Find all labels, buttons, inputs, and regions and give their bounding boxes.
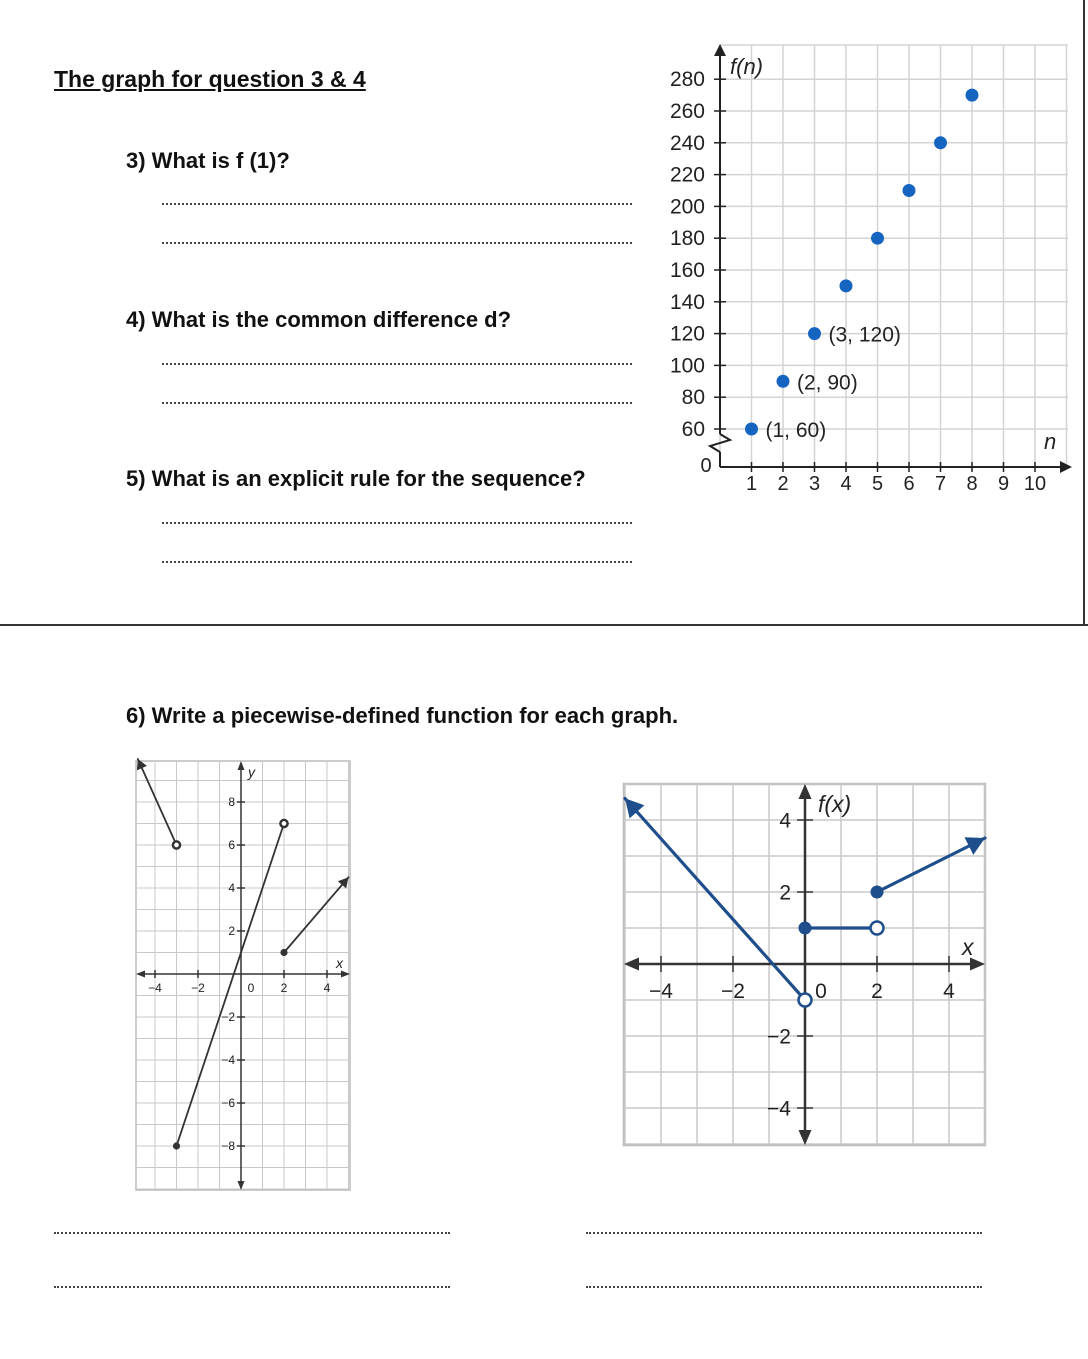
point-label: (2, 90) — [797, 371, 858, 395]
x-tick-label: 0 — [247, 981, 255, 995]
closed-endpoint — [871, 886, 884, 899]
x-tick-label: −4 — [148, 981, 162, 995]
question-5: 5) What is an explicit rule for the sequence? — [126, 466, 586, 491]
graph-heading: The graph for question 3 & 4 — [54, 66, 366, 92]
x-tick-label: −2 — [191, 981, 205, 995]
y-tick-label: 60 — [681, 418, 705, 441]
y-tick-label: −4 — [221, 1053, 235, 1068]
question-6: 6) Write a piecewise-defined function for each graph. — [126, 703, 679, 728]
y-axis-label: y — [248, 764, 255, 780]
closed-endpoint — [799, 922, 812, 935]
x-tick-label: 7 — [934, 473, 947, 495]
x-tick-label: 2 — [871, 980, 883, 1003]
x-tick-label: −4 — [649, 980, 673, 1003]
y-tick-label: 180 — [669, 227, 705, 251]
x-tick-label: 5 — [871, 473, 884, 495]
y-tick-label: 200 — [669, 195, 705, 219]
x-tick-label: 8 — [966, 473, 978, 495]
y-tick-label: 160 — [669, 259, 705, 282]
y-tick-label: 120 — [669, 322, 705, 346]
y-tick-label: 220 — [669, 163, 705, 187]
y-tick-label: −8 — [221, 1139, 235, 1154]
x-tick-label: 3 — [808, 473, 821, 495]
x-tick-label: 2 — [777, 473, 789, 495]
y-tick-label: −2 — [767, 1025, 791, 1049]
y-tick-label: 100 — [669, 354, 705, 378]
point-label: (3, 120) — [828, 323, 901, 347]
y-tick-label: −4 — [767, 1097, 791, 1121]
answer-line-right-a[interactable] — [586, 1232, 982, 1234]
open-endpoint — [871, 922, 884, 935]
answer-line-left-a[interactable] — [54, 1232, 450, 1234]
y-tick-label: −2 — [221, 1010, 235, 1025]
x-axis-label: x — [962, 934, 974, 960]
y-tick-label: 280 — [669, 68, 705, 92]
x-tick-label: 6 — [903, 473, 915, 495]
y-tick-label: 2 — [228, 924, 235, 939]
x-axis-label: x — [336, 955, 343, 971]
x-tick-label: 0 — [700, 455, 712, 477]
x-tick-label: 4 — [943, 980, 955, 1003]
y-tick-label: 260 — [669, 100, 705, 123]
x-tick-label: 1 — [745, 473, 758, 495]
point-label: (1, 60) — [765, 419, 827, 442]
y-axis-label: f(n) — [730, 54, 763, 79]
question-4: 4) What is the common difference d? — [126, 307, 512, 332]
answer-line-right-b[interactable] — [586, 1286, 982, 1288]
y-tick-label: 140 — [669, 290, 705, 314]
x-tick-label: 10 — [1023, 473, 1047, 495]
x-tick-label: 0 — [815, 980, 827, 1003]
x-tick-label: 2 — [280, 981, 288, 995]
question-3: 3) What is f (1)? — [126, 148, 290, 173]
open-endpoint — [799, 994, 812, 1007]
x-tick-label: 9 — [997, 473, 1010, 495]
y-tick-label: −6 — [221, 1096, 235, 1111]
y-tick-label: 4 — [779, 809, 791, 833]
y-tick-label: 6 — [228, 838, 235, 853]
y-tick-label: 4 — [228, 881, 235, 896]
y-tick-label: 8 — [228, 795, 235, 810]
y-tick-label: 2 — [779, 881, 791, 905]
x-axis-label: n — [1044, 429, 1057, 454]
y-tick-label: 240 — [669, 131, 705, 155]
x-tick-label: −2 — [721, 980, 745, 1003]
y-tick-label: 80 — [681, 386, 705, 410]
y-axis-label: f(x) — [818, 791, 852, 817]
x-tick-label: 4 — [840, 473, 852, 495]
x-tick-label: 4 — [323, 981, 331, 995]
answer-line-left-b[interactable] — [54, 1286, 450, 1288]
